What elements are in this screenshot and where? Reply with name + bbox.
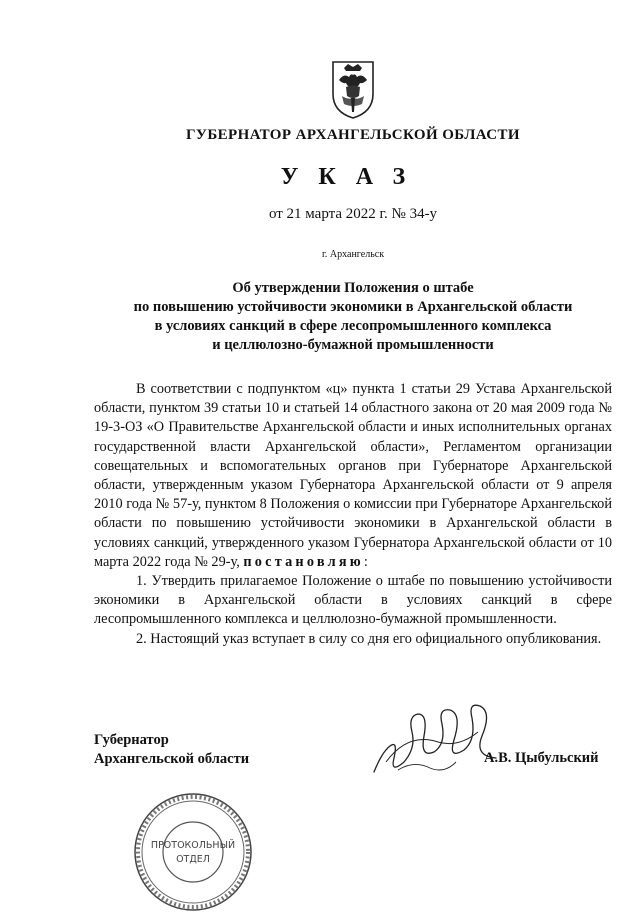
document-city: г. Архангельск <box>321 249 385 260</box>
title-line: Об утверждении Положения о штабе <box>232 280 474 296</box>
official-seal-stamp <box>131 790 255 914</box>
preamble-text: В соответствии с подпунктом «ц» пункта 1 статьи 29 Устава Архангельской области, пунктом 39 статьи 10 и статьей 14 областного закона от 20 мая 2009 года № 19-3-ОЗ «О Правительстве Архангельской области и иных исполнительных органах государственной власти Архангельской области», Регламентом организации совещательных и вспомогательных органов при Губернаторе Архангельской области, утвержденным указом Губернатора Архангельской области от 9 апреля 2010 года № 57-у, пунктом 8 Положения о комиссии при Губернаторе Архангельской области по повышению устойчивости экономики в Архангельской области в условиях санкций, утвержденного указом Губернатора Архангельской области от 10 марта 2022 года № 29-у, <box>94 381 612 570</box>
preamble-paragraph <box>94 380 612 572</box>
title-line: и целлюлозно-бумажной промышленности <box>212 337 494 353</box>
document-type: УКАЗ <box>280 164 426 190</box>
title-line: в условиях санкций в сфере лесопромышленного комплекса <box>154 318 552 334</box>
item-2-paragraph: 2. Настоящий указ вступает в силу со дня его официального опубликования. <box>136 630 602 647</box>
title-line: по повышению устойчивости экономики в Архангельской области <box>133 299 573 315</box>
stamp-center-line: ПРОТОКОЛЬНЫЙ <box>150 840 236 851</box>
document-body <box>94 380 612 649</box>
resolve-word: постановляю <box>243 553 364 570</box>
signatory-title <box>94 731 249 769</box>
item-1-paragraph: 1. Утвердить прилагаемое Положение о штабе по повышению устойчивости экономики в Архангельской области в условиях санкций в сфере лесопромышленного комплекса и целлюлозно-бумажной промышленности. <box>94 573 612 628</box>
document-date-number: от 21 марта 2022 г. № 34-у <box>268 206 438 222</box>
coat-of-arms-emblem <box>330 60 376 120</box>
handwritten-signature <box>368 702 503 780</box>
issuing-authority: ГУБЕРНАТОР АРХАНГЕЛЬСКОЙ ОБЛАСТИ <box>185 127 520 143</box>
signatory-title-line: Губернатор <box>94 732 169 748</box>
stamp-center-line: ОТДЕЛ <box>176 854 210 865</box>
document-title <box>92 279 614 355</box>
signatory-title-line: Архангельской области <box>94 751 250 767</box>
resolve-colon: : <box>363 553 368 570</box>
signatory-name: А.В. Цыбульский <box>484 750 599 766</box>
